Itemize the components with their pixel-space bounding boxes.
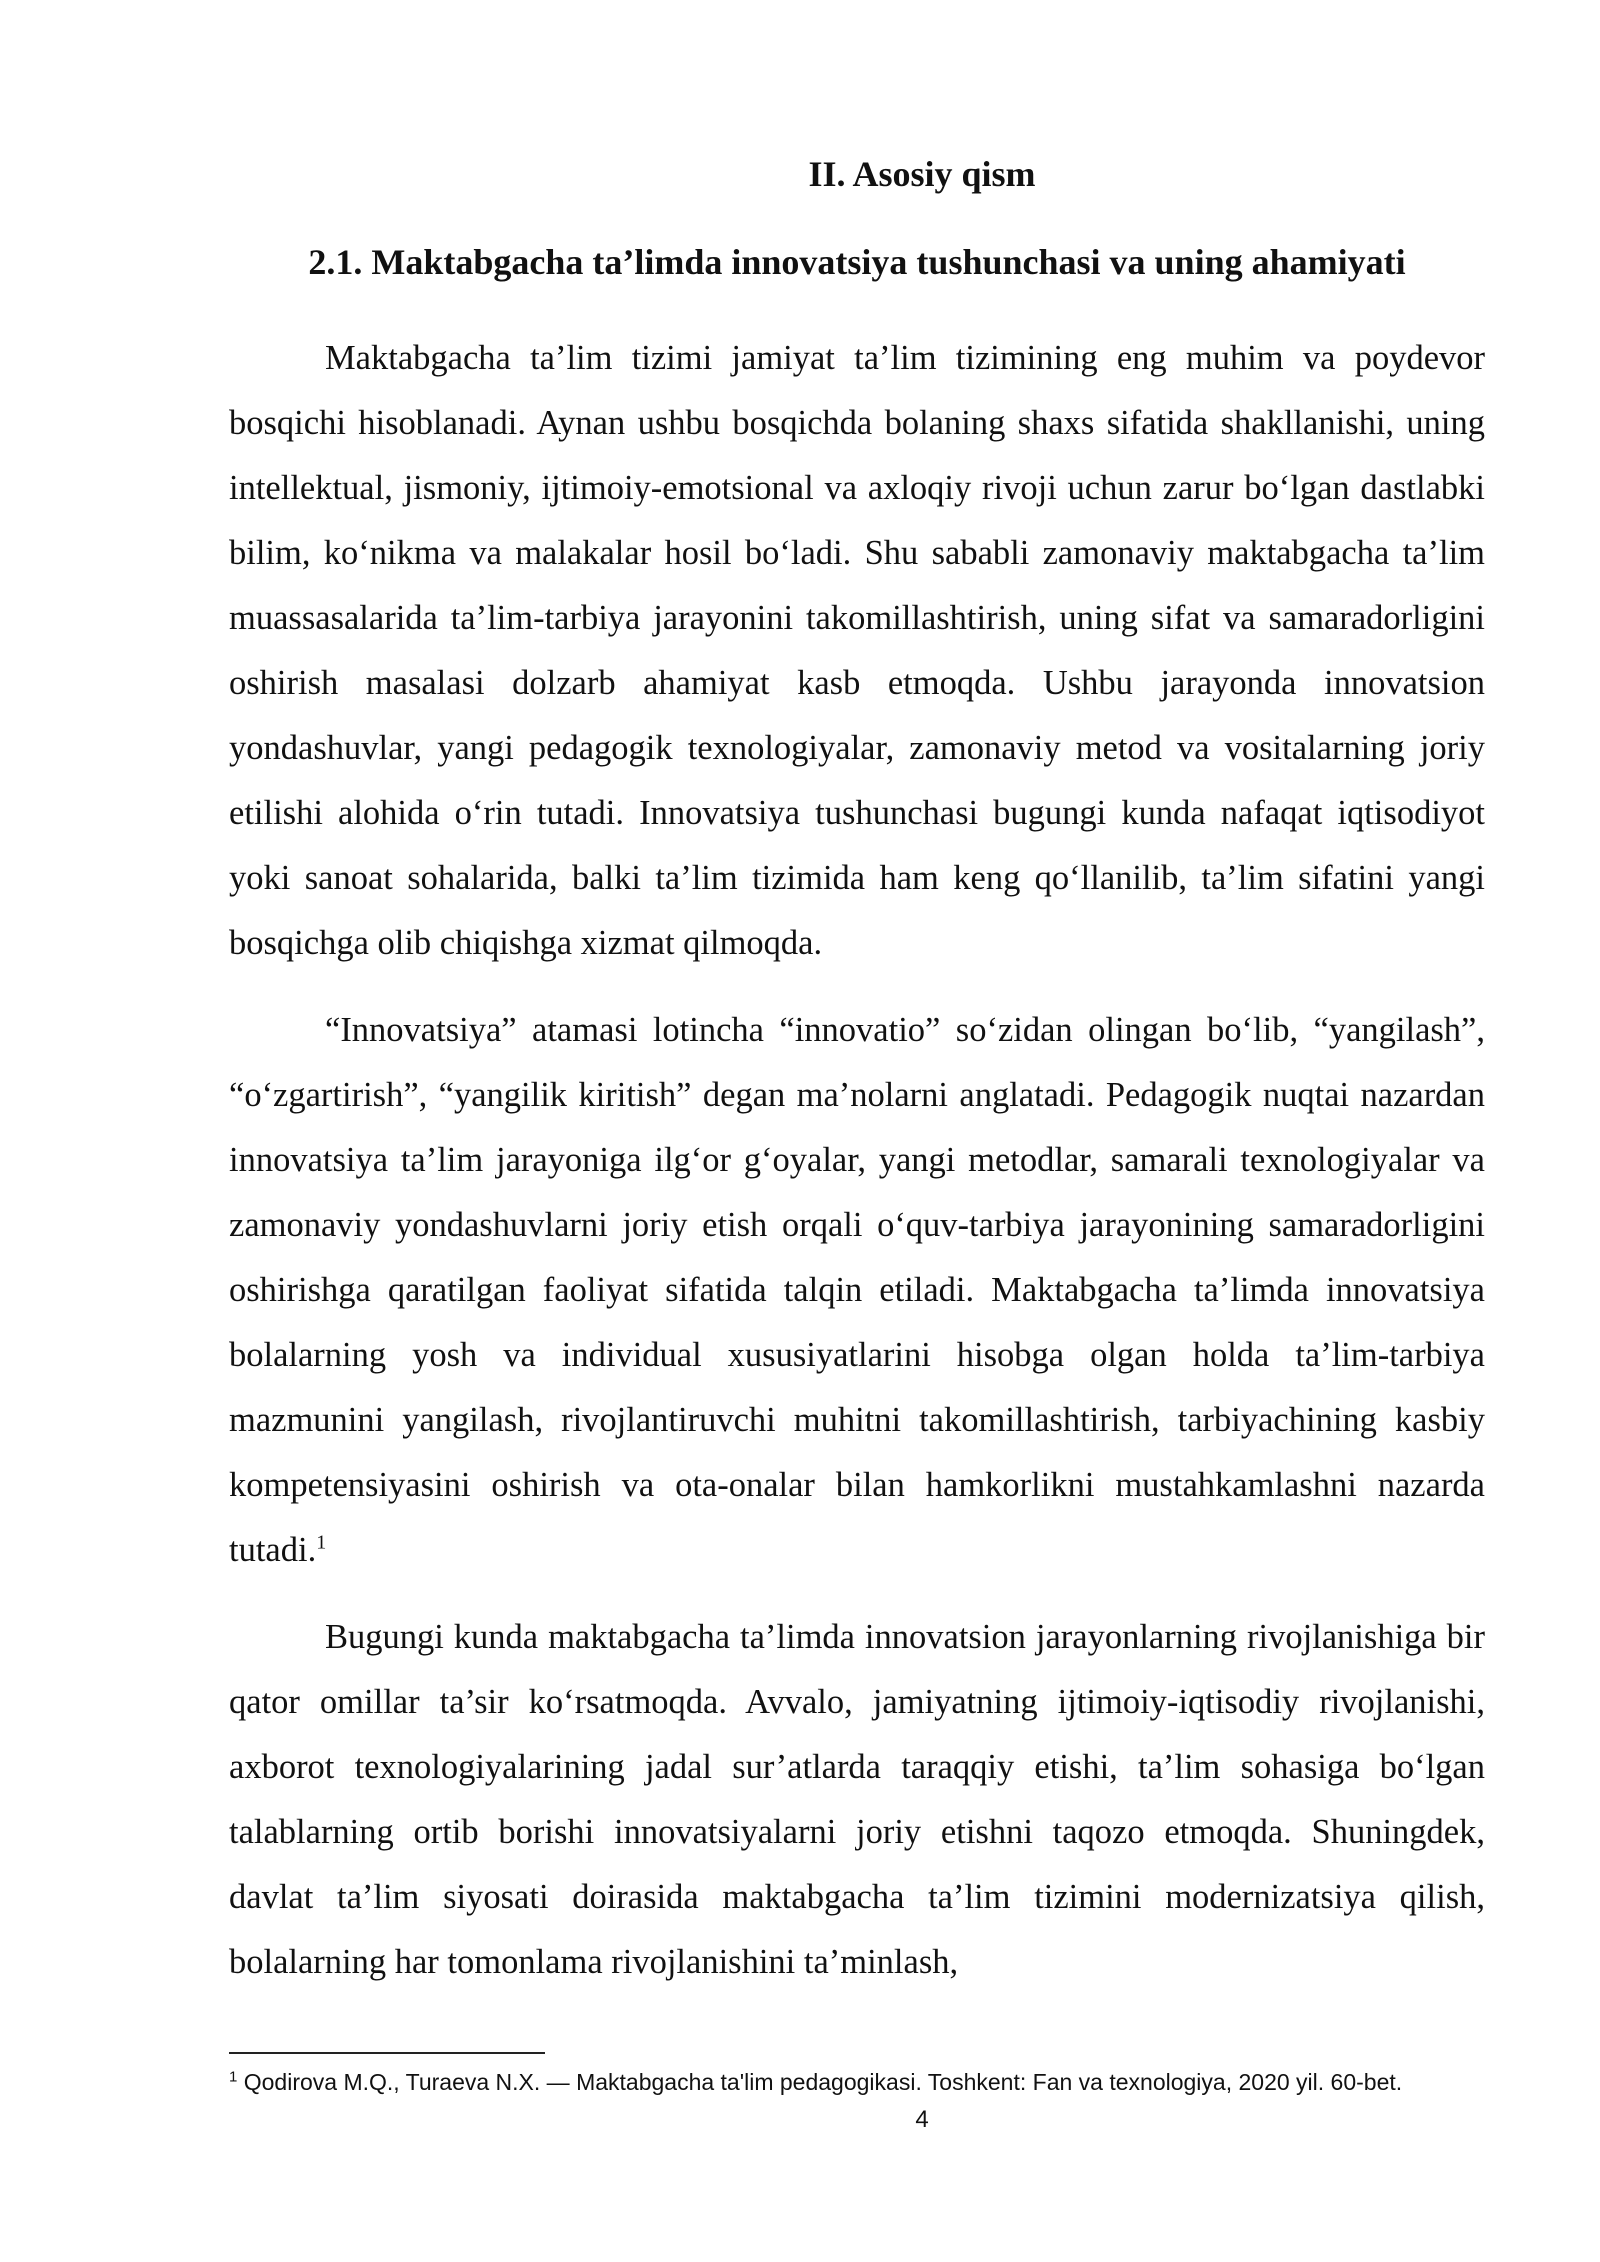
paragraph-3 xyxy=(229,1605,1485,1995)
footnote xyxy=(229,2066,1485,2098)
body-text xyxy=(229,326,1485,2017)
paragraph-1-text: Maktabgacha ta’lim tizimi jamiyat ta’lim tizimining eng muhim va poydevor bosqichi hisoblanadi. Aynan ushbu bosqichda bolaning shaxs sifatida shakllanishi, uning intellektual, jismoniy, ijtimoiy-emotsional va axloqiy rivoji uchun zarur bo‘lgan dastlabki bilim, ko‘nikma va malakalar hosil bo‘ladi. Shu sababli zamonaviy maktabgacha ta’lim muassasalarida ta’lim-tarbiya jarayonini takomillashtirish, uning sifat va samaradorligini oshirish masalasi dolzarb ahamiyat kasb etmoqda. Ushbu jarayonda innovatsion yondashuvlar, yangi pedagogik texnologiyalar, zamonaviy metod va vositalarning joriy etilishi alohida o‘rin tutadi. Innovatsiya tushunchasi bugungi kunda nafaqat iqtisodiyot yoki sanoat sohalarida, balki ta’lim tizimida ham keng qo‘llanilib, ta’lim sifatini yangi bosqichga olib chiqishga xizmat qilmoqda. xyxy=(229,339,1485,962)
section-title: II. Asosiy qism xyxy=(808,154,1036,194)
footnote-reference[interactable]: 1 xyxy=(316,1531,327,1554)
subsection-title: 2.1. Maktabgacha ta’limda innovatsiya tushunchasi va uning ahamiyati xyxy=(308,242,1406,282)
paragraph-1 xyxy=(229,326,1485,976)
paragraph-3-text: Bugungi kunda maktabgacha ta’limda innovatsion jarayonlarning rivojlanishiga bir qator omillar ta’sir ko‘rsatmoqda. Avvalo, jamiyatning ijtimoiy-iqtisodiy rivojlanishi, axborot texnologiyalarining jadal sur’atlarda taraqqiy etishi, ta’lim sohasiga bo‘lgan talablarning ortib borishi innovatsiyalarni joriy etishni taqozo etmoqda. Shuningdek, davlat ta’lim siyosati doirasida maktabgacha ta’lim tizimini modernizatsiya qilish, bolalarning har tomonlama rivojlanishini ta’minlash, xyxy=(229,1618,1485,1981)
footnote-separator xyxy=(229,2052,545,2054)
paragraph-2 xyxy=(229,998,1485,1583)
footnote-text: Qodirova M.Q., Turaeva N.X. — Maktabgacha ta'lim pedagogikasi. Toshkent: Fan va texnologiya, 2020 yil. 60-bet. xyxy=(243,2069,1403,2095)
paragraph-2-text: “Innovatsiya” atamasi lotincha “innovatio” so‘zidan olingan bo‘lib, “yangilash”, “o‘zgartirish”, “yangilik kiritish” degan ma’nolarni anglatadi. Pedagogik nuqtai nazardan innovatsiya ta’lim jarayoniga ilg‘or g‘oyalar, yangi metodlar, samarali texnologiyalar va zamonaviy yondashuvlarni joriy etish orqali o‘quv-tarbiya jarayonining samaradorligini oshirishga qaratilgan faoliyat sifatida talqin etiladi. Maktabgacha ta’limda innovatsiya bolalarning yosh va individual xususiyatlarini hisobga olgan holda ta’lim-tarbiya mazmunini yangilash, rivojlantiruvchi muhitni takomillashtirish, tarbiyachining kasbiy kompetensiyasini oshirish va ota-onalar bilan hamkorlikni mustahkamlashni nazarda tutadi. xyxy=(229,1011,1485,1569)
document-page xyxy=(229,0,1485,2262)
footnote-mark: 1 xyxy=(229,2068,238,2086)
page-number: 4 xyxy=(915,2106,929,2133)
